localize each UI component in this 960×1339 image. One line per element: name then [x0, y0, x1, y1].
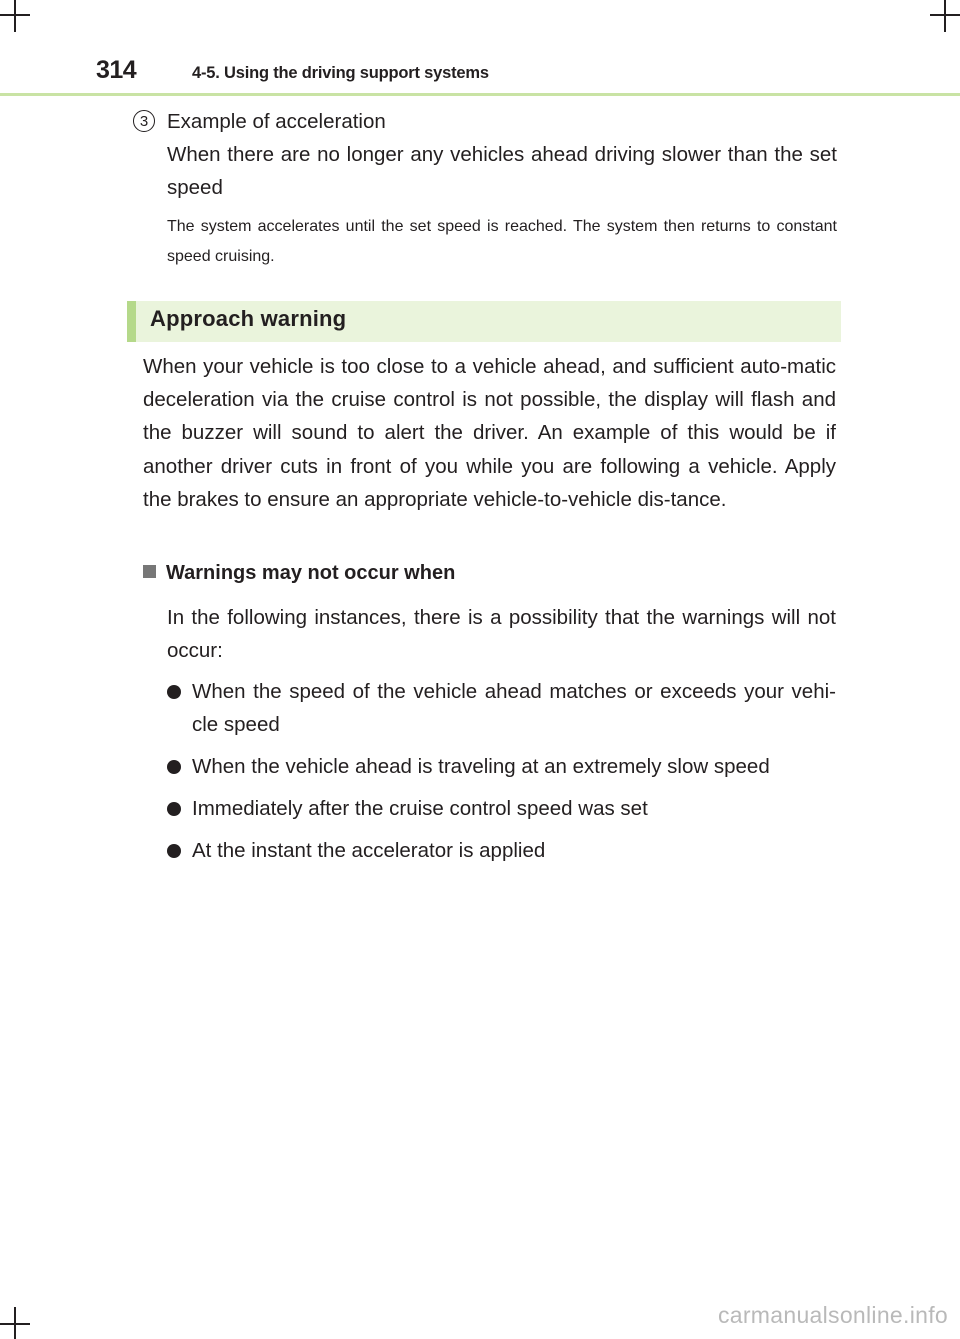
bullet-dot-icon — [167, 685, 181, 699]
crop-mark-bottom-left-horizontal — [0, 1323, 30, 1325]
list-item — [167, 792, 836, 825]
step-number-badge: 3 — [133, 110, 155, 132]
watermark: carmanualsonline.info — [717, 1302, 948, 1328]
step-title: Example of acceleration — [167, 110, 386, 133]
step-note: The system accelerates until the set speed is reached. The system then returns to constant speed cruising. — [167, 218, 837, 265]
list-item-text: When the vehicle ahead is traveling at an extremely slow speed — [192, 755, 770, 778]
list-item — [167, 834, 836, 867]
bullet-dot-icon — [167, 844, 181, 858]
section-heading: Approach warning — [150, 306, 347, 331]
subheading — [143, 562, 455, 585]
crop-mark-top-right-horizontal — [930, 14, 960, 16]
subheading-body: In the following instances, there is a possibility that the warnings will not occur: — [167, 606, 836, 662]
list-item-text: Immediately after the cruise control speed was set — [192, 797, 648, 820]
list-item — [167, 675, 836, 741]
crop-mark-top-left-horizontal — [0, 14, 30, 16]
crop-mark-top-right-vertical — [944, 0, 946, 32]
bullet-list — [167, 675, 836, 876]
crop-mark-top-left-vertical — [14, 0, 16, 32]
step-body: When there are no longer any vehicles ahead driving slower than the set speed — [167, 143, 837, 199]
page-number: 314 — [96, 56, 137, 84]
subheading-text: Warnings may not occur when — [166, 562, 456, 584]
bullet-dot-icon — [167, 802, 181, 816]
section-title: 4-5. Using the driving support systems — [192, 64, 489, 82]
header-rule — [0, 93, 960, 96]
list-item — [167, 750, 836, 783]
bullet-dot-icon — [167, 760, 181, 774]
list-item-text: When the speed of the vehicle ahead matches or exceeds your vehi-cle speed — [192, 680, 836, 736]
square-bullet-icon — [143, 565, 156, 578]
list-item-text: At the instant the accelerator is applied — [192, 839, 546, 862]
approach-warning-intro: When your vehicle is too close to a vehicle ahead, and sufficient auto-matic deceleration via the cruise control is not possible, the display will flash and the buzzer will sound to alert the driver. An example of this would be if another driver cuts in front of you while you are following a vehicle. Apply the brakes to ensure an appropriate vehicle-to-vehicle dis-tance. — [143, 355, 836, 511]
section-heading-box — [127, 301, 841, 342]
